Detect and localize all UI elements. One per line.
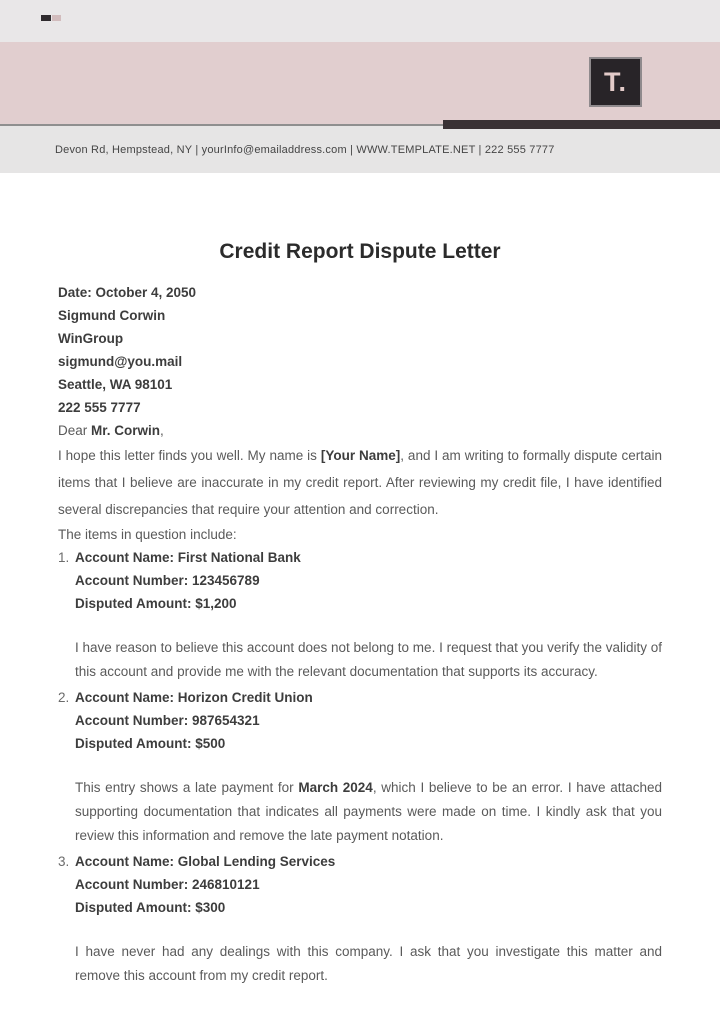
divider-thin-line — [0, 124, 456, 126]
item-para-pre: This entry shows a late payment for — [75, 780, 299, 795]
item-para-bold: March 2024 — [298, 780, 373, 795]
template-logo — [589, 57, 642, 107]
dispute-item-3 — [58, 850, 662, 990]
account-name-line: Account Name: Horizon Credit Union — [75, 690, 313, 705]
disputed-amount-line: Disputed Amount: $300 — [75, 900, 226, 915]
letterhead-top-strip — [0, 0, 720, 42]
dispute-item-2 — [58, 686, 662, 850]
item-number: 2. — [58, 690, 70, 705]
dispute-item-1 — [58, 546, 662, 686]
your-name-placeholder: [Your Name] — [320, 448, 401, 463]
disputed-amount-line: Disputed Amount: $1,200 — [75, 596, 237, 611]
brand-mark-icon — [41, 15, 61, 21]
sender-email: sigmund@you.mail — [58, 354, 183, 369]
account-number-line: Account Number: 123456789 — [75, 573, 260, 588]
item-body — [75, 546, 662, 686]
brand-mark-light-segment — [52, 15, 61, 21]
sender-address: Seattle, WA 98101 — [58, 377, 173, 392]
salutation — [58, 419, 662, 442]
item-body — [75, 686, 662, 850]
contact-info-line: Devon Rd, Hempstead, NY | yourInfo@emailaddress.com | WWW.TEMPLATE.NET | 222 555 7777 — [55, 143, 555, 156]
account-name-line: Account Name: First National Bank — [75, 550, 301, 565]
account-number-line: Account Number: 987654321 — [75, 713, 260, 728]
item-number: 3. — [58, 854, 70, 869]
item-explanation — [75, 940, 662, 988]
account-name-line: Account Name: Global Lending Services — [75, 854, 336, 869]
salutation-pre: Dear — [58, 423, 92, 438]
intro-post: , and I am writing to formally dispute certain items that I believe are inaccurate in my credit report. After reviewing my credit file, I have identified several discrepancies that require your attention and correction. — [58, 448, 662, 517]
salutation-post: , — [160, 423, 164, 438]
date-line: Date: October 4, 2050 — [58, 285, 197, 300]
sender-info-block — [58, 281, 662, 419]
sender-phone: 222 555 7777 — [58, 400, 141, 415]
intro-pre: I hope this letter finds you well. My name is — [58, 448, 321, 463]
template-logo-letter: T. — [603, 66, 627, 97]
item-explanation — [75, 636, 662, 684]
item-para-post: , which I believe to be an error. I have attached supporting documentation that indicates all payments were made on time. I kindly ask that you review this information and remove the late payment notation. — [75, 780, 663, 843]
divider-thick-line — [443, 120, 720, 129]
letterhead — [0, 0, 720, 173]
disputed-amount-line: Disputed Amount: $500 — [75, 736, 226, 751]
account-number-line: Account Number: 246810121 — [75, 877, 260, 892]
letter-body — [0, 239, 720, 990]
item-explanation — [75, 776, 662, 848]
item-body — [75, 850, 662, 990]
sender-company: WinGroup — [58, 331, 124, 346]
item-para-pre: I have reason to believe this account does not belong to me. I request that you verify the validity of this account and provide me with the relevant documentation that supports its accuracy. — [75, 640, 662, 679]
sender-name: Sigmund Corwin — [58, 308, 166, 323]
letterhead-contact-strip — [0, 126, 720, 173]
brand-mark-dark-segment — [41, 15, 51, 21]
item-number: 1. — [58, 550, 70, 565]
salutation-recipient: Mr. Corwin — [91, 423, 161, 438]
intro-paragraph — [58, 442, 662, 523]
item-para-pre: I have never had any dealings with this company. I ask that you investigate this matter and remove this account from my credit report. — [75, 944, 662, 983]
items-intro-line: The items in question include: — [58, 527, 237, 542]
letter-title: Credit Report Dispute Letter — [219, 240, 501, 263]
